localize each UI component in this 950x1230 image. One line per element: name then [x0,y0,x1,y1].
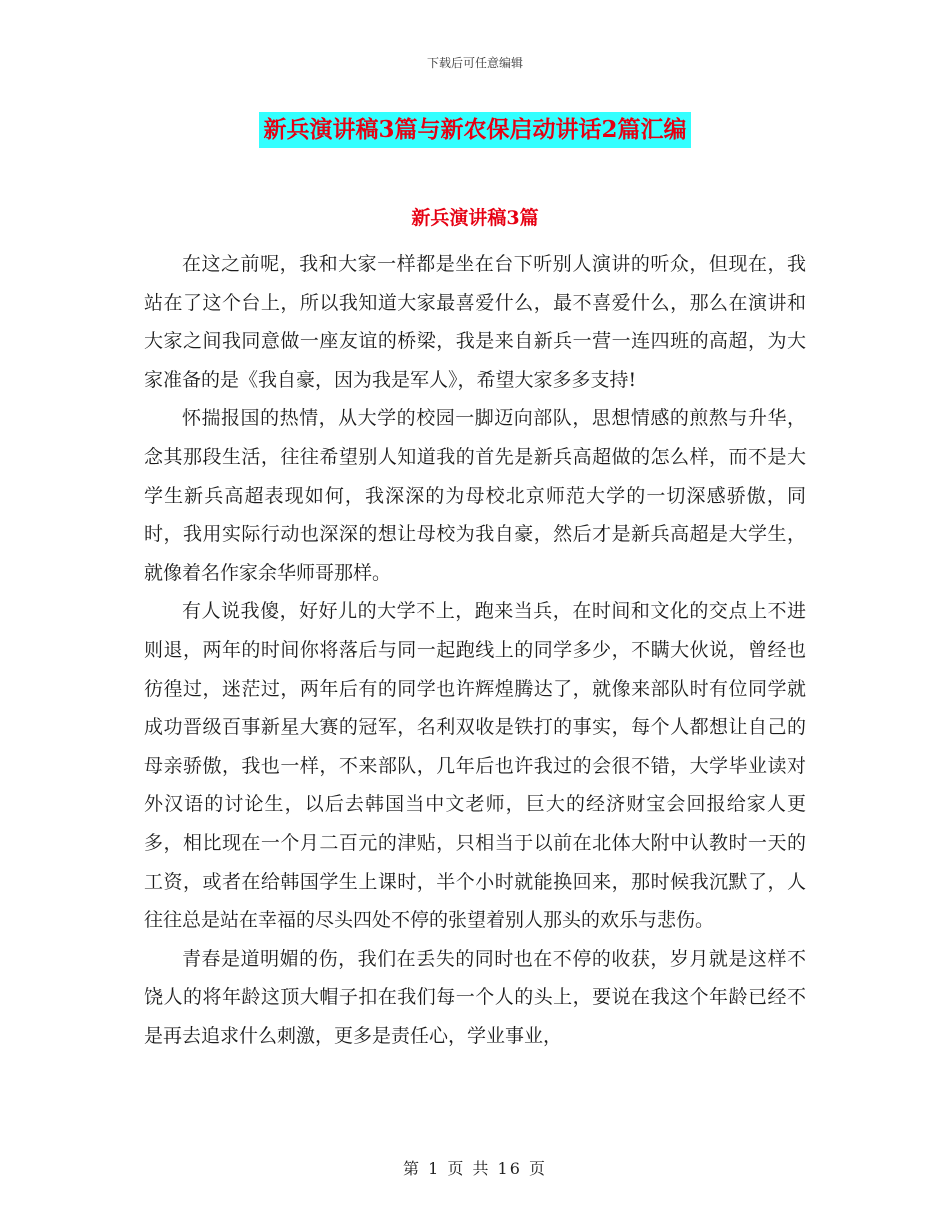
paragraph: 青春是道明媚的伤，我们在丢失的同时也在不停的收获，岁月就是这样不饶人的将年龄这顶大帽子扣在我们每一个人的头上，要说在我这个年龄已经不是再去追求什么刺激，更多是责任心，学业事业， [144,947,806,1047]
main-title-container [0,112,950,148]
page-footer: 第 1 页 共 16 页 [403,1159,547,1178]
main-title: 新兵演讲稿3篇与新农保启动讲话2篇汇编 [259,112,690,148]
header-note: 下载后可任意编辑 [426,56,523,70]
paragraph: 怀揣报国的热情，从大学的校园一脚迈向部队，思想情感的煎熬与升华，念其那段生活，往往希望别人知道我的首先是新兵高超做的怎么样，而不是大学生新兵高超表现如何，我深深的为母校北京师范大学的一切深感骄傲，同时，我用实际行动也深深的想让母校为我自豪，然后才是新兵高超是大学生，就像着名作家余华师哥那样。 [144,407,806,584]
paragraph: 有人说我傻，好好儿的大学不上，跑来当兵，在时间和文化的交点上不进则退，两年的时间你将落后与同一起跑线上的同学多少，不瞒大伙说，曾经也彷徨过，迷茫过，两年后有的同学也许辉煌腾达了，就像来部队时有位同学就成功晋级百事新星大赛的冠军，名利双收是铁打的事实，每个人都想让自己的母亲骄傲，我也一样，不来部队，几年后也许我过的会很不错，大学毕业读对外汉语的讨论生，以后去韩国当中文老师，巨大的经济财宝会回报给家人更多，相比现在一个月二百元的津贴，只相当于以前在北体大附中认教时一天的工资，或者在给韩国学生上课时，半个小时就能换回来，那时候我沉默了，人往往总是站在幸福的尽头四处不停的张望着别人那头的欢乐与悲伤。 [144,600,806,932]
section-title: 新兵演讲稿3篇 [411,207,539,229]
paragraph: 在这之前呢，我和大家一样都是坐在台下听别人演讲的听众，但现在，我站在了这个台上，所以我知道大家最喜爱什么，最不喜爱什么，那么在演讲和大家之间我同意做一座友谊的桥梁，我是来自新兵一营一连四班的高超，为大家准备的是《我自豪，因为我是军人》，希望大家多多支持! [144,253,806,391]
body-text [144,245,806,1055]
